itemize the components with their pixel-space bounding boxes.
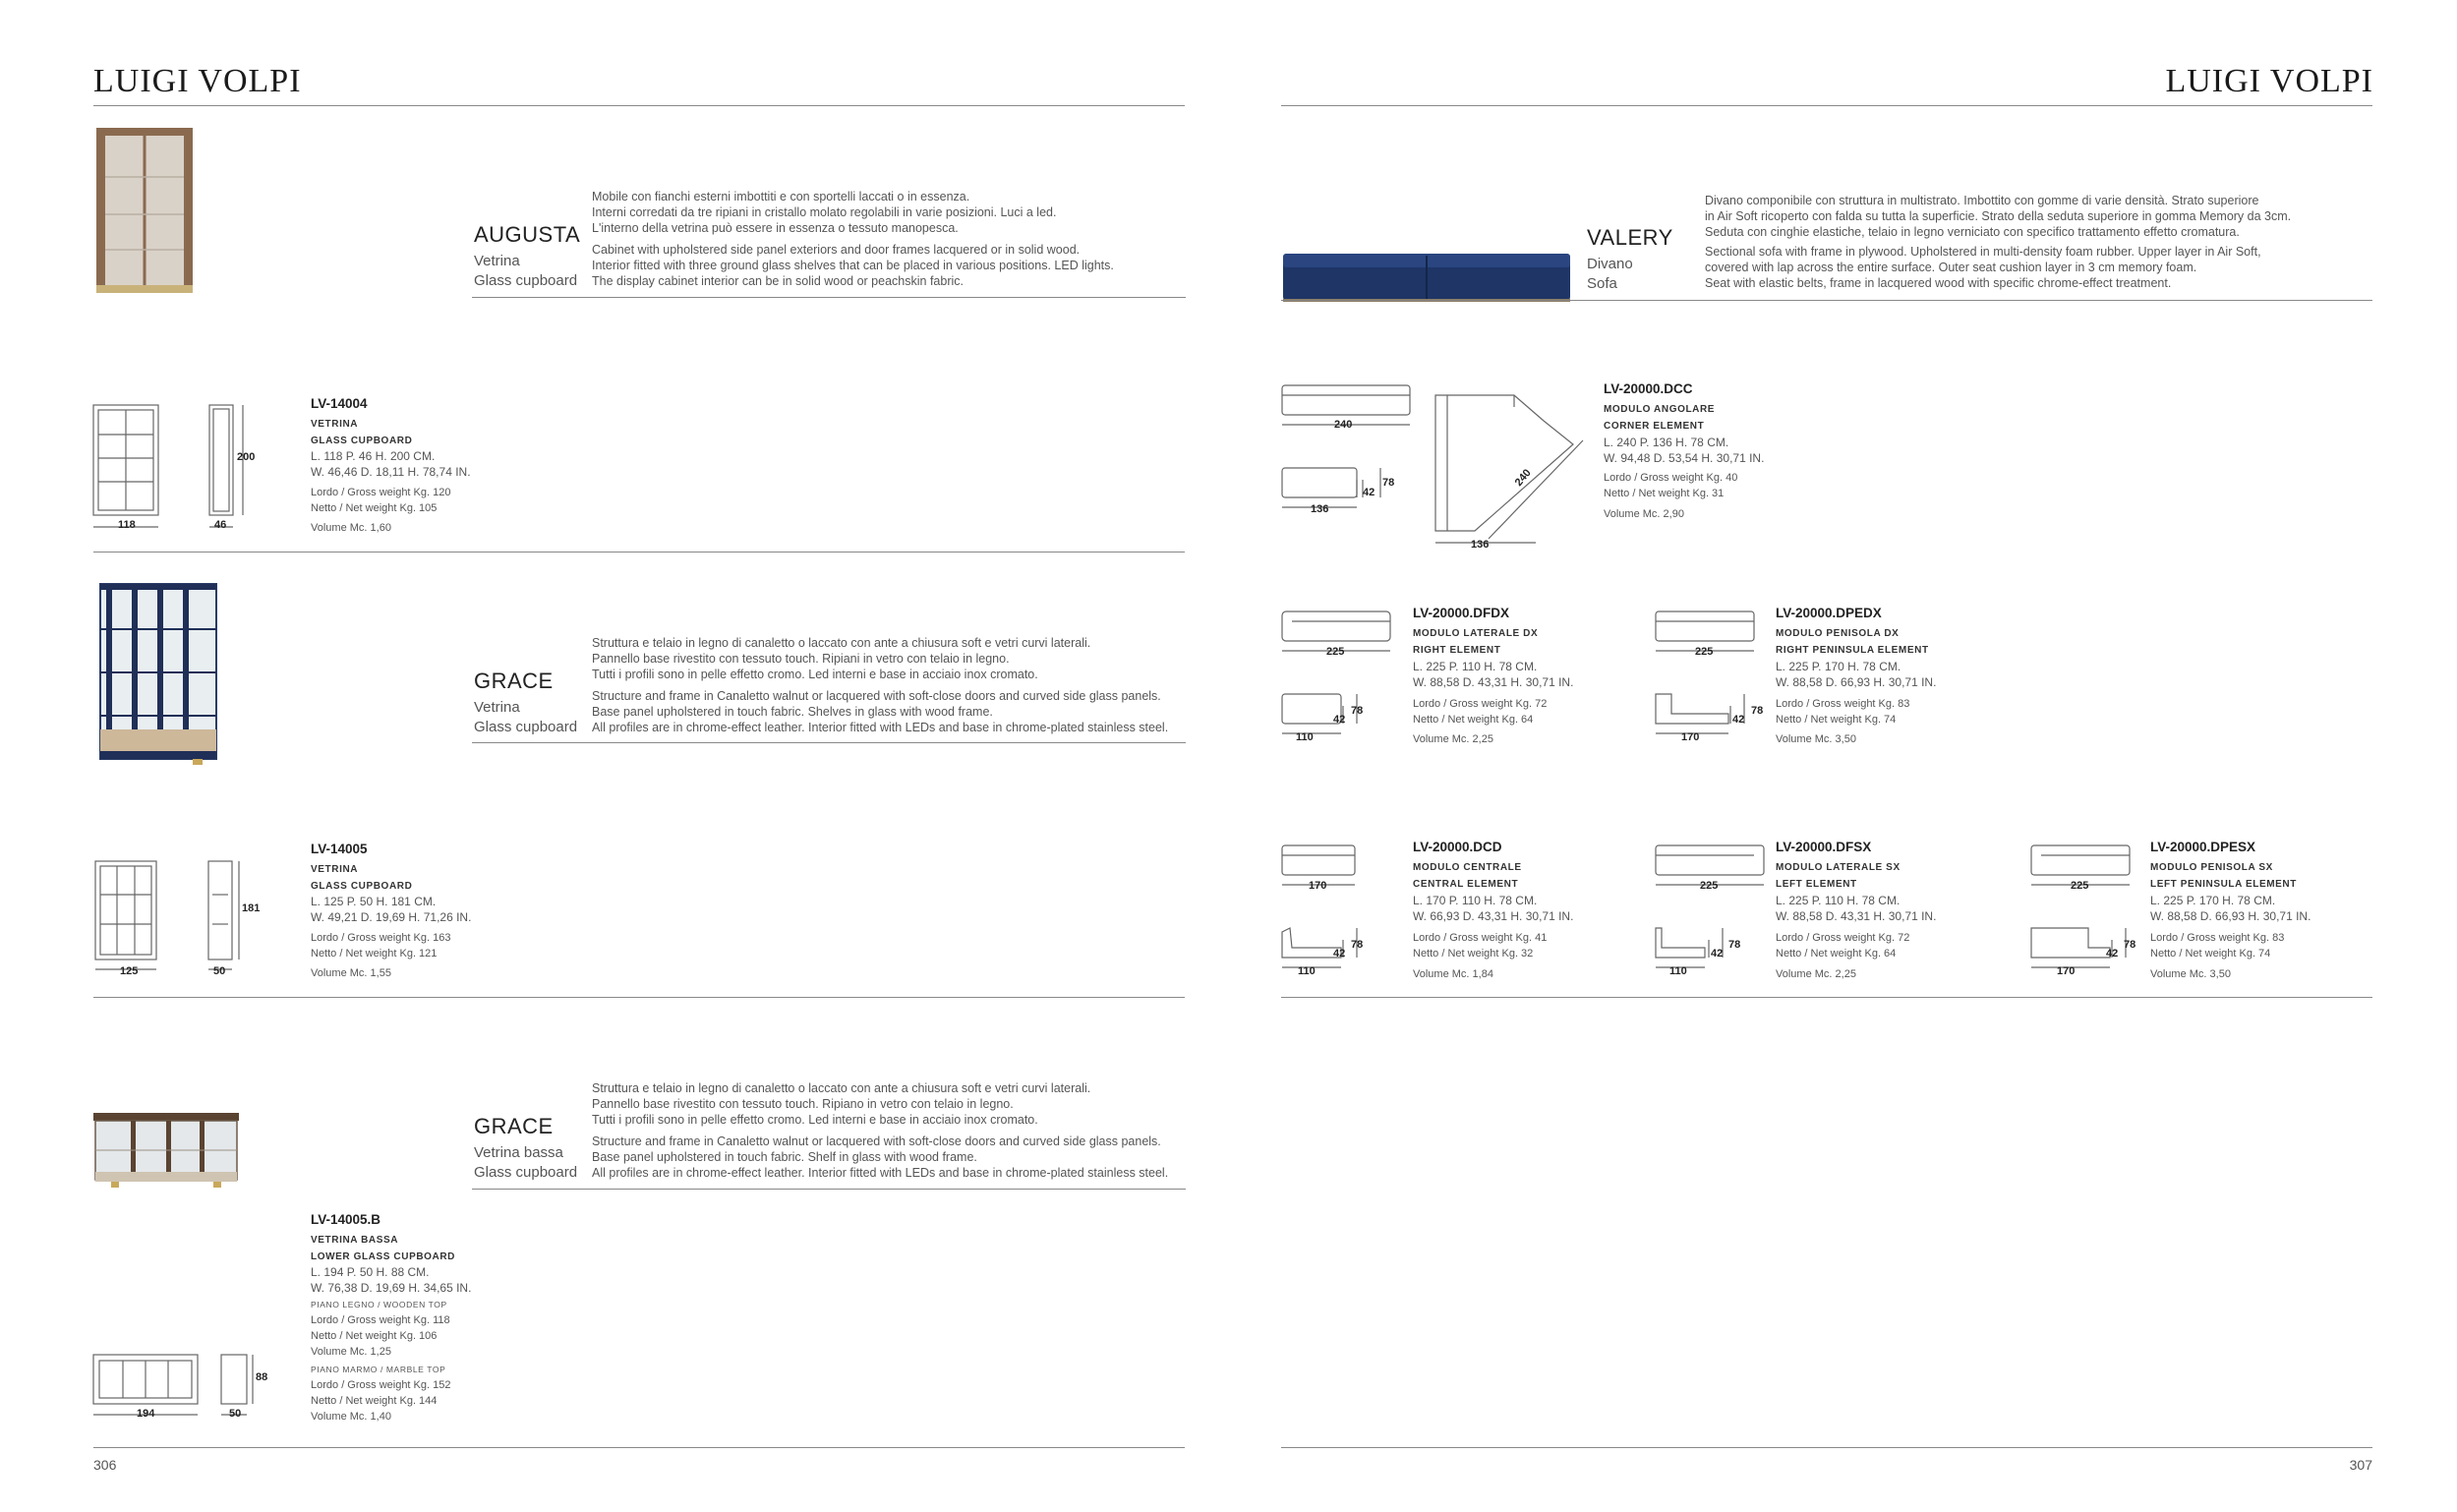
dfdx-measure-in: W. 88,58 D. 43,31 H. 30,71 IN. [1413, 675, 1574, 689]
grace-low-cupboard-dim-height: 88 [256, 1371, 268, 1383]
dpedx-volume: Volume Mc. 3,50 [1776, 733, 1856, 745]
dpedx-dim-length: 225 [1695, 646, 1714, 658]
grace-cupboard-measure-cm: L. 125 P. 50 H. 181 CM. [311, 895, 437, 908]
dcd-type-en: CENTRAL ELEMENT [1413, 879, 1519, 890]
dfdx-type-it: MODULO LATERALE DX [1413, 628, 1539, 639]
page-number-right: 307 [2349, 1457, 2372, 1473]
dpesx-type-en: LEFT PENINSULA ELEMENT [2150, 879, 2297, 890]
dpedx-type-it: MODULO PENISOLA DX [1776, 628, 1900, 639]
grace-cupboard-subtitle-it: Vetrina [474, 699, 520, 716]
dpesx-type-it: MODULO PENISOLA SX [2150, 862, 2273, 873]
dpesx-dim-length: 225 [2071, 880, 2089, 892]
dpedx-dim-depth: 170 [1681, 731, 1700, 743]
grace-low-cupboard-description-en: Structure and frame in Canaletto walnut or lacquered with soft-close doors and curved side glass panels. Base panel upholstered in touch fabric. Shelf in glass with wood frame. All profiles are in chrome-effect leather. Interior fitted with LEDs and base in chrome-plated stainless steel. [592, 1134, 1169, 1180]
grace-cupboard-section-rule [93, 997, 1185, 998]
header-rule-right [1281, 105, 2372, 106]
corner-dim-2: 136 [1311, 503, 1329, 515]
augusta-title: AUGUSTA [474, 222, 581, 247]
dpedx-measure-in: W. 88,58 D. 66,93 H. 30,71 IN. [1776, 675, 1937, 689]
corner-dim-5: 240 [1512, 467, 1534, 489]
augusta-measure-in: W. 46,46 D. 18,11 H. 78,74 IN. [311, 465, 471, 479]
dfsx-type-it: MODULO LATERALE SX [1776, 862, 1901, 873]
dcc-gross-weight: Lordo / Gross weight Kg. 40 [1604, 472, 1738, 484]
corner-dim-1: 240 [1334, 419, 1353, 431]
grace-cupboard-subtitle-en: Glass cupboard [474, 719, 578, 735]
dfsx-measure-cm: L. 225 P. 110 H. 78 CM. [1776, 894, 1901, 907]
dfsx-volume: Volume Mc. 2,25 [1776, 968, 1856, 980]
brand-logo-right: LUIGI VOLPI [2165, 63, 2373, 99]
augusta-description-it: Mobile con fianchi esterni imbottiti e con sportelli laccati o in essenza. Interni corredati da tre ripiani in cristallo molato regolabili in varie posizioni. Luci a led. L'interno della vetrina può essere in essenza o tessuto manopesca. [592, 190, 1057, 235]
grace-low-cupboard-measure-cm: L. 194 P. 50 H. 88 CM. [311, 1265, 430, 1279]
dfdx-gross-weight: Lordo / Gross weight Kg. 72 [1413, 698, 1548, 710]
grace-low-cupboard-photo [93, 1111, 241, 1194]
grace-cupboard-measure-in: W. 49,21 D. 19,69 H. 71,26 IN. [311, 910, 472, 924]
dfsx-measure-in: W. 88,58 D. 43,31 H. 30,71 IN. [1776, 909, 1937, 923]
grace-low-cupboard-gross-weight-1: Lordo / Gross weight Kg. 118 [311, 1314, 450, 1326]
brand-logo-left: LUIGI VOLPI [93, 63, 302, 99]
grace-cupboard-description-en: Structure and frame in Canaletto walnut or lacquered with soft-close doors and curved side glass panels. Base panel upholstered in touch fabric. Shelves in glass with wood frame. All profiles are in chrome-effect leather. Interior fitted with LEDs and base in chrome-plated stainless steel. [592, 689, 1169, 734]
augusta-net-weight: Netto / Net weight Kg. 105 [311, 502, 438, 514]
dpedx-measure-cm: L. 225 P. 170 H. 78 CM. [1776, 660, 1901, 673]
augusta-subtitle-it: Vetrina [474, 253, 520, 269]
dcd-volume: Volume Mc. 1,84 [1413, 968, 1493, 980]
dcd-dim-depth: 110 [1298, 965, 1316, 977]
grace-low-cupboard-title-rule [472, 1189, 1186, 1190]
dfsx-code: LV-20000.DFSX [1776, 840, 1872, 854]
augusta-type-it: VETRINA [311, 419, 359, 430]
dfsx-dim-seat: 42 [1711, 948, 1724, 960]
dfdx-type-en: RIGHT ELEMENT [1413, 645, 1501, 656]
dpedx-net-weight: Netto / Net weight Kg. 74 [1776, 714, 1897, 726]
dcd-type-it: MODULO CENTRALE [1413, 862, 1522, 873]
dfdx-dim-depth: 110 [1296, 731, 1314, 743]
grace-low-cupboard-wooden-top: PIANO LEGNO / WOODEN TOP [311, 1300, 447, 1309]
augusta-code: LV-14004 [311, 396, 368, 411]
dfdx-net-weight: Netto / Net weight Kg. 64 [1413, 714, 1534, 726]
grace-low-cupboard-volume-1: Volume Mc. 1,25 [311, 1346, 391, 1358]
grace-cupboard-code: LV-14005 [311, 842, 368, 856]
dcd-dim-seat: 42 [1333, 948, 1346, 960]
grace-cupboard-type-en: GLASS CUPBOARD [311, 881, 413, 892]
augusta-dim-width: 118 [118, 519, 136, 531]
augusta-dim-depth: 46 [214, 519, 227, 531]
valery-corner-technical-drawing [1278, 381, 1593, 558]
valery-description-it: Divano componibile con struttura in multistrato. Imbottito con gomme di varie densità. Strato superiore in Air Soft ricoperto con falda su tutta la superficie. Strato della seduta superiore in gomma Memory da 3cm. Seduta con cinghie elastiche, telaio in legno verniciato con specifico trattamento effetto cromatura. [1705, 194, 2292, 239]
grace-low-cupboard-technical-drawing [93, 1352, 270, 1421]
dpedx-type-en: RIGHT PENINSULA ELEMENT [1776, 645, 1929, 656]
valery-description-en: Sectional sofa with frame in plywood. Upholstered in multi-density foam rubber. Upper layer in Air Soft, covered with lap across the entire surface. Outer seat cushion layer in 3 cm memory foam. Seat with elastic belts, frame in lacquered wood with specific chrome-effect treatment. [1705, 245, 2261, 290]
augusta-gross-weight: Lordo / Gross weight Kg. 120 [311, 487, 451, 498]
valery-section-rule [1281, 997, 2372, 998]
dpesx-dim-height: 78 [2124, 939, 2136, 951]
dcd-gross-weight: Lordo / Gross weight Kg. 41 [1413, 932, 1548, 944]
augusta-volume: Volume Mc. 1,60 [311, 522, 391, 534]
grace-cupboard-dim-height: 181 [242, 902, 261, 914]
page-number-left: 306 [93, 1457, 117, 1473]
dcc-type-en: CORNER ELEMENT [1604, 421, 1705, 432]
dpedx-dim-height: 78 [1751, 705, 1764, 717]
grace-cupboard-gross-weight: Lordo / Gross weight Kg. 163 [311, 932, 451, 944]
grace-cupboard-title-rule [472, 742, 1186, 743]
dpesx-technical-drawing [2027, 842, 2145, 979]
dpedx-gross-weight: Lordo / Gross weight Kg. 83 [1776, 698, 1910, 710]
dpesx-dim-depth: 170 [2057, 965, 2076, 977]
dfdx-measure-cm: L. 225 P. 110 H. 78 CM. [1413, 660, 1538, 673]
grace-cupboard-title: GRACE [474, 669, 554, 693]
dpesx-net-weight: Netto / Net weight Kg. 74 [2150, 948, 2271, 960]
augusta-title-rule [472, 297, 1186, 298]
dcc-net-weight: Netto / Net weight Kg. 31 [1604, 488, 1725, 499]
grace-low-cupboard-description-it: Struttura e telaio in legno di canaletto o laccato con ante a chiusura soft e vetri curvi laterali. Pannello base rivestito con tessuto touch. Ripiano in vetro con telaio in legno. Tutti i profili sono in pelle effetto cromo. Led interni e base in acciaio inox cromato. [592, 1081, 1091, 1127]
augusta-measure-cm: L. 118 P. 46 H. 200 CM. [311, 449, 436, 463]
right-page-bottom-rule [1281, 1447, 2372, 1448]
dcc-code: LV-20000.DCC [1604, 381, 1693, 396]
dfdx-volume: Volume Mc. 2,25 [1413, 733, 1493, 745]
valery-subtitle-en: Sofa [1587, 275, 1617, 292]
dpesx-volume: Volume Mc. 3,50 [2150, 968, 2231, 980]
grace-low-cupboard-code: LV-14005.B [311, 1212, 381, 1227]
dcd-net-weight: Netto / Net weight Kg. 32 [1413, 948, 1534, 960]
dcd-measure-cm: L. 170 P. 110 H. 78 CM. [1413, 894, 1538, 907]
dfsx-net-weight: Netto / Net weight Kg. 64 [1776, 948, 1897, 960]
valery-subtitle-it: Divano [1587, 256, 1633, 272]
grace-low-cupboard-net-weight-1: Netto / Net weight Kg. 106 [311, 1330, 438, 1342]
grace-cupboard-dim-depth: 50 [213, 965, 226, 977]
grace-low-cupboard-net-weight-2: Netto / Net weight Kg. 144 [311, 1395, 438, 1407]
corner-dim-3: 42 [1363, 487, 1375, 498]
dcd-dim-length: 170 [1309, 880, 1327, 892]
dfsx-gross-weight: Lordo / Gross weight Kg. 72 [1776, 932, 1910, 944]
dfdx-dim-seat: 42 [1333, 714, 1346, 726]
dcc-type-it: MODULO ANGOLARE [1604, 404, 1716, 415]
grace-low-cupboard-volume-2: Volume Mc. 1,40 [311, 1411, 391, 1423]
grace-cupboard-description-it: Struttura e telaio in legno di canaletto o laccato con ante a chiusura soft e vetri curvi laterali. Pannello base rivestito con tessuto touch. Ripiani in vetro con telaio in legno. Tutti i profili sono in pelle effetto cromo. Led interni e base in acciaio inox cromato. [592, 636, 1091, 681]
left-page-bottom-rule [93, 1447, 1185, 1448]
dpedx-code: LV-20000.DPEDX [1776, 606, 1882, 620]
dfsx-dim-length: 225 [1700, 880, 1719, 892]
grace-cupboard-dim-width: 125 [120, 965, 139, 977]
grace-cupboard-volume: Volume Mc. 1,55 [311, 967, 391, 979]
augusta-cabinet-photo [96, 128, 195, 295]
dfsx-dim-depth: 110 [1669, 965, 1687, 977]
corner-dim-4: 78 [1382, 477, 1395, 489]
grace-low-cupboard-dim-depth: 50 [229, 1408, 242, 1420]
dpesx-gross-weight: Lordo / Gross weight Kg. 83 [2150, 932, 2285, 944]
dcc-measure-in: W. 94,48 D. 53,54 H. 30,71 IN. [1604, 451, 1765, 465]
grace-low-cupboard-measure-in: W. 76,38 D. 19,69 H. 34,65 IN. [311, 1281, 472, 1295]
dcc-volume: Volume Mc. 2,90 [1604, 508, 1684, 520]
grace-cupboard-photo [96, 582, 224, 769]
grace-cupboard-technical-drawing [93, 857, 270, 975]
dfdx-dim-length: 225 [1326, 646, 1345, 658]
dpesx-dim-seat: 42 [2106, 948, 2119, 960]
dfsx-type-en: LEFT ELEMENT [1776, 879, 1857, 890]
augusta-technical-drawing [93, 401, 270, 534]
augusta-dim-height: 200 [237, 451, 256, 463]
grace-low-cupboard-subtitle-it: Vetrina bassa [474, 1144, 563, 1161]
grace-low-cupboard-gross-weight-2: Lordo / Gross weight Kg. 152 [311, 1379, 451, 1391]
dpedx-technical-drawing [1652, 608, 1770, 745]
header-rule-left [93, 105, 1185, 106]
dpesx-code: LV-20000.DPESX [2150, 840, 2256, 854]
grace-low-cupboard-dim-width: 194 [137, 1408, 155, 1420]
dcc-measure-cm: L. 240 P. 136 H. 78 CM. [1604, 436, 1729, 449]
grace-low-cupboard-marble-top: PIANO MARMO / MARBLE TOP [311, 1365, 446, 1374]
dfdx-dim-height: 78 [1351, 705, 1364, 717]
augusta-description-en: Cabinet with upholstered side panel exteriors and door frames lacquered or in solid wood. Interior fitted with three ground glass shelves that can be placed in various positions. LED lights. The display cabinet interior can be in solid wood or peachskin fabric. [592, 243, 1114, 288]
dfsx-dim-height: 78 [1728, 939, 1741, 951]
dpesx-measure-cm: L. 225 P. 170 H. 78 CM. [2150, 894, 2276, 907]
augusta-subtitle-en: Glass cupboard [474, 272, 578, 289]
grace-low-cupboard-title: GRACE [474, 1114, 554, 1138]
dfdx-code: LV-20000.DFDX [1413, 606, 1510, 620]
dcd-measure-in: W. 66,93 D. 43,31 H. 30,71 IN. [1413, 909, 1574, 923]
augusta-type-en: GLASS CUPBOARD [311, 436, 413, 446]
dpedx-dim-seat: 42 [1732, 714, 1745, 726]
grace-low-cupboard-type-en: LOWER GLASS CUPBOARD [311, 1251, 455, 1262]
grace-low-cupboard-type-it: VETRINA BASSA [311, 1235, 399, 1246]
grace-cupboard-type-it: VETRINA [311, 864, 359, 875]
dcd-code: LV-20000.DCD [1413, 840, 1502, 854]
dcd-dim-height: 78 [1351, 939, 1364, 951]
corner-dim-6: 136 [1471, 539, 1490, 551]
dpesx-measure-in: W. 88,58 D. 66,93 H. 30,71 IN. [2150, 909, 2311, 923]
valery-title: VALERY [1587, 225, 1673, 250]
grace-low-cupboard-subtitle-en: Glass cupboard [474, 1164, 578, 1181]
valery-title-rule [1281, 300, 2372, 301]
grace-cupboard-net-weight: Netto / Net weight Kg. 121 [311, 948, 438, 960]
